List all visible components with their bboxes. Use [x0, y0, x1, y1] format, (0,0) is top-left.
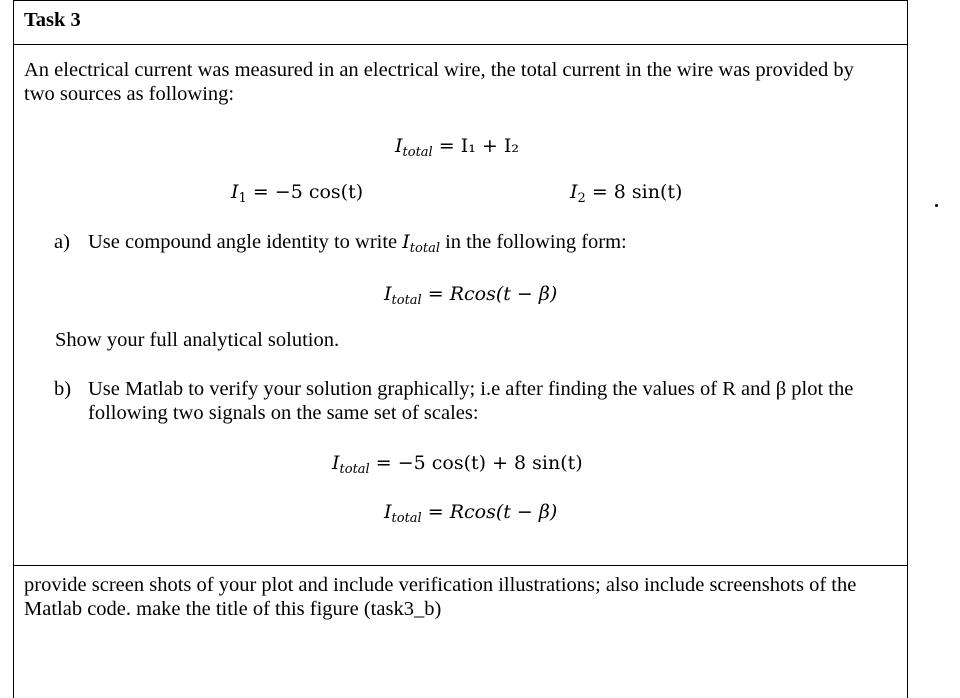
part-b-line-1: Use Matlab to verify your solution graphically; i.e after finding the values of R and β plot the — [88, 378, 854, 400]
equation-form-b2: $I_{total} = Rcos(t - \beta)$ — [384, 501, 558, 526]
part-a-text: Use compound angle identity to write $I_{total}$ in the following form: — [88, 231, 627, 256]
closing-divider — [13, 565, 907, 566]
task-heading: Task 3 — [24, 9, 81, 31]
closing-line-1: provide screen shots of your plot and include verification illustrations; also include screenshots of the — [24, 574, 857, 596]
part-b-line-2: following two signals on the same set of scales: — [88, 402, 479, 424]
part-a-marker: a) — [54, 231, 70, 253]
show-solution-text: Show your full analytical solution. — [55, 329, 340, 351]
heading-divider — [13, 44, 907, 45]
equation-i2: $I_2 = 8$ sin(t) — [570, 181, 683, 206]
intro-line-2: two sources as following: — [24, 83, 235, 105]
stray-dot — [935, 204, 938, 207]
equation-form-a: $I_{total} = Rcos(t - \beta)$ — [384, 283, 558, 308]
equation-total-sum: $I_{total} = I_1 + I_2$ — [395, 135, 519, 160]
equation-i1: $I_1 = -5$ cos(t) — [231, 181, 364, 206]
equation-form-b1: $I_{total} = -5$ cos(t) + 8 sin(t) — [332, 452, 583, 477]
top-border — [13, 0, 907, 1]
intro-line-1: An electrical current was measured in an electrical wire, the total current in the wire was provided by — [24, 59, 854, 81]
part-b-marker: b) — [54, 378, 72, 400]
closing-line-2: Matlab code. make the title of this figure (task3_b) — [24, 598, 442, 620]
